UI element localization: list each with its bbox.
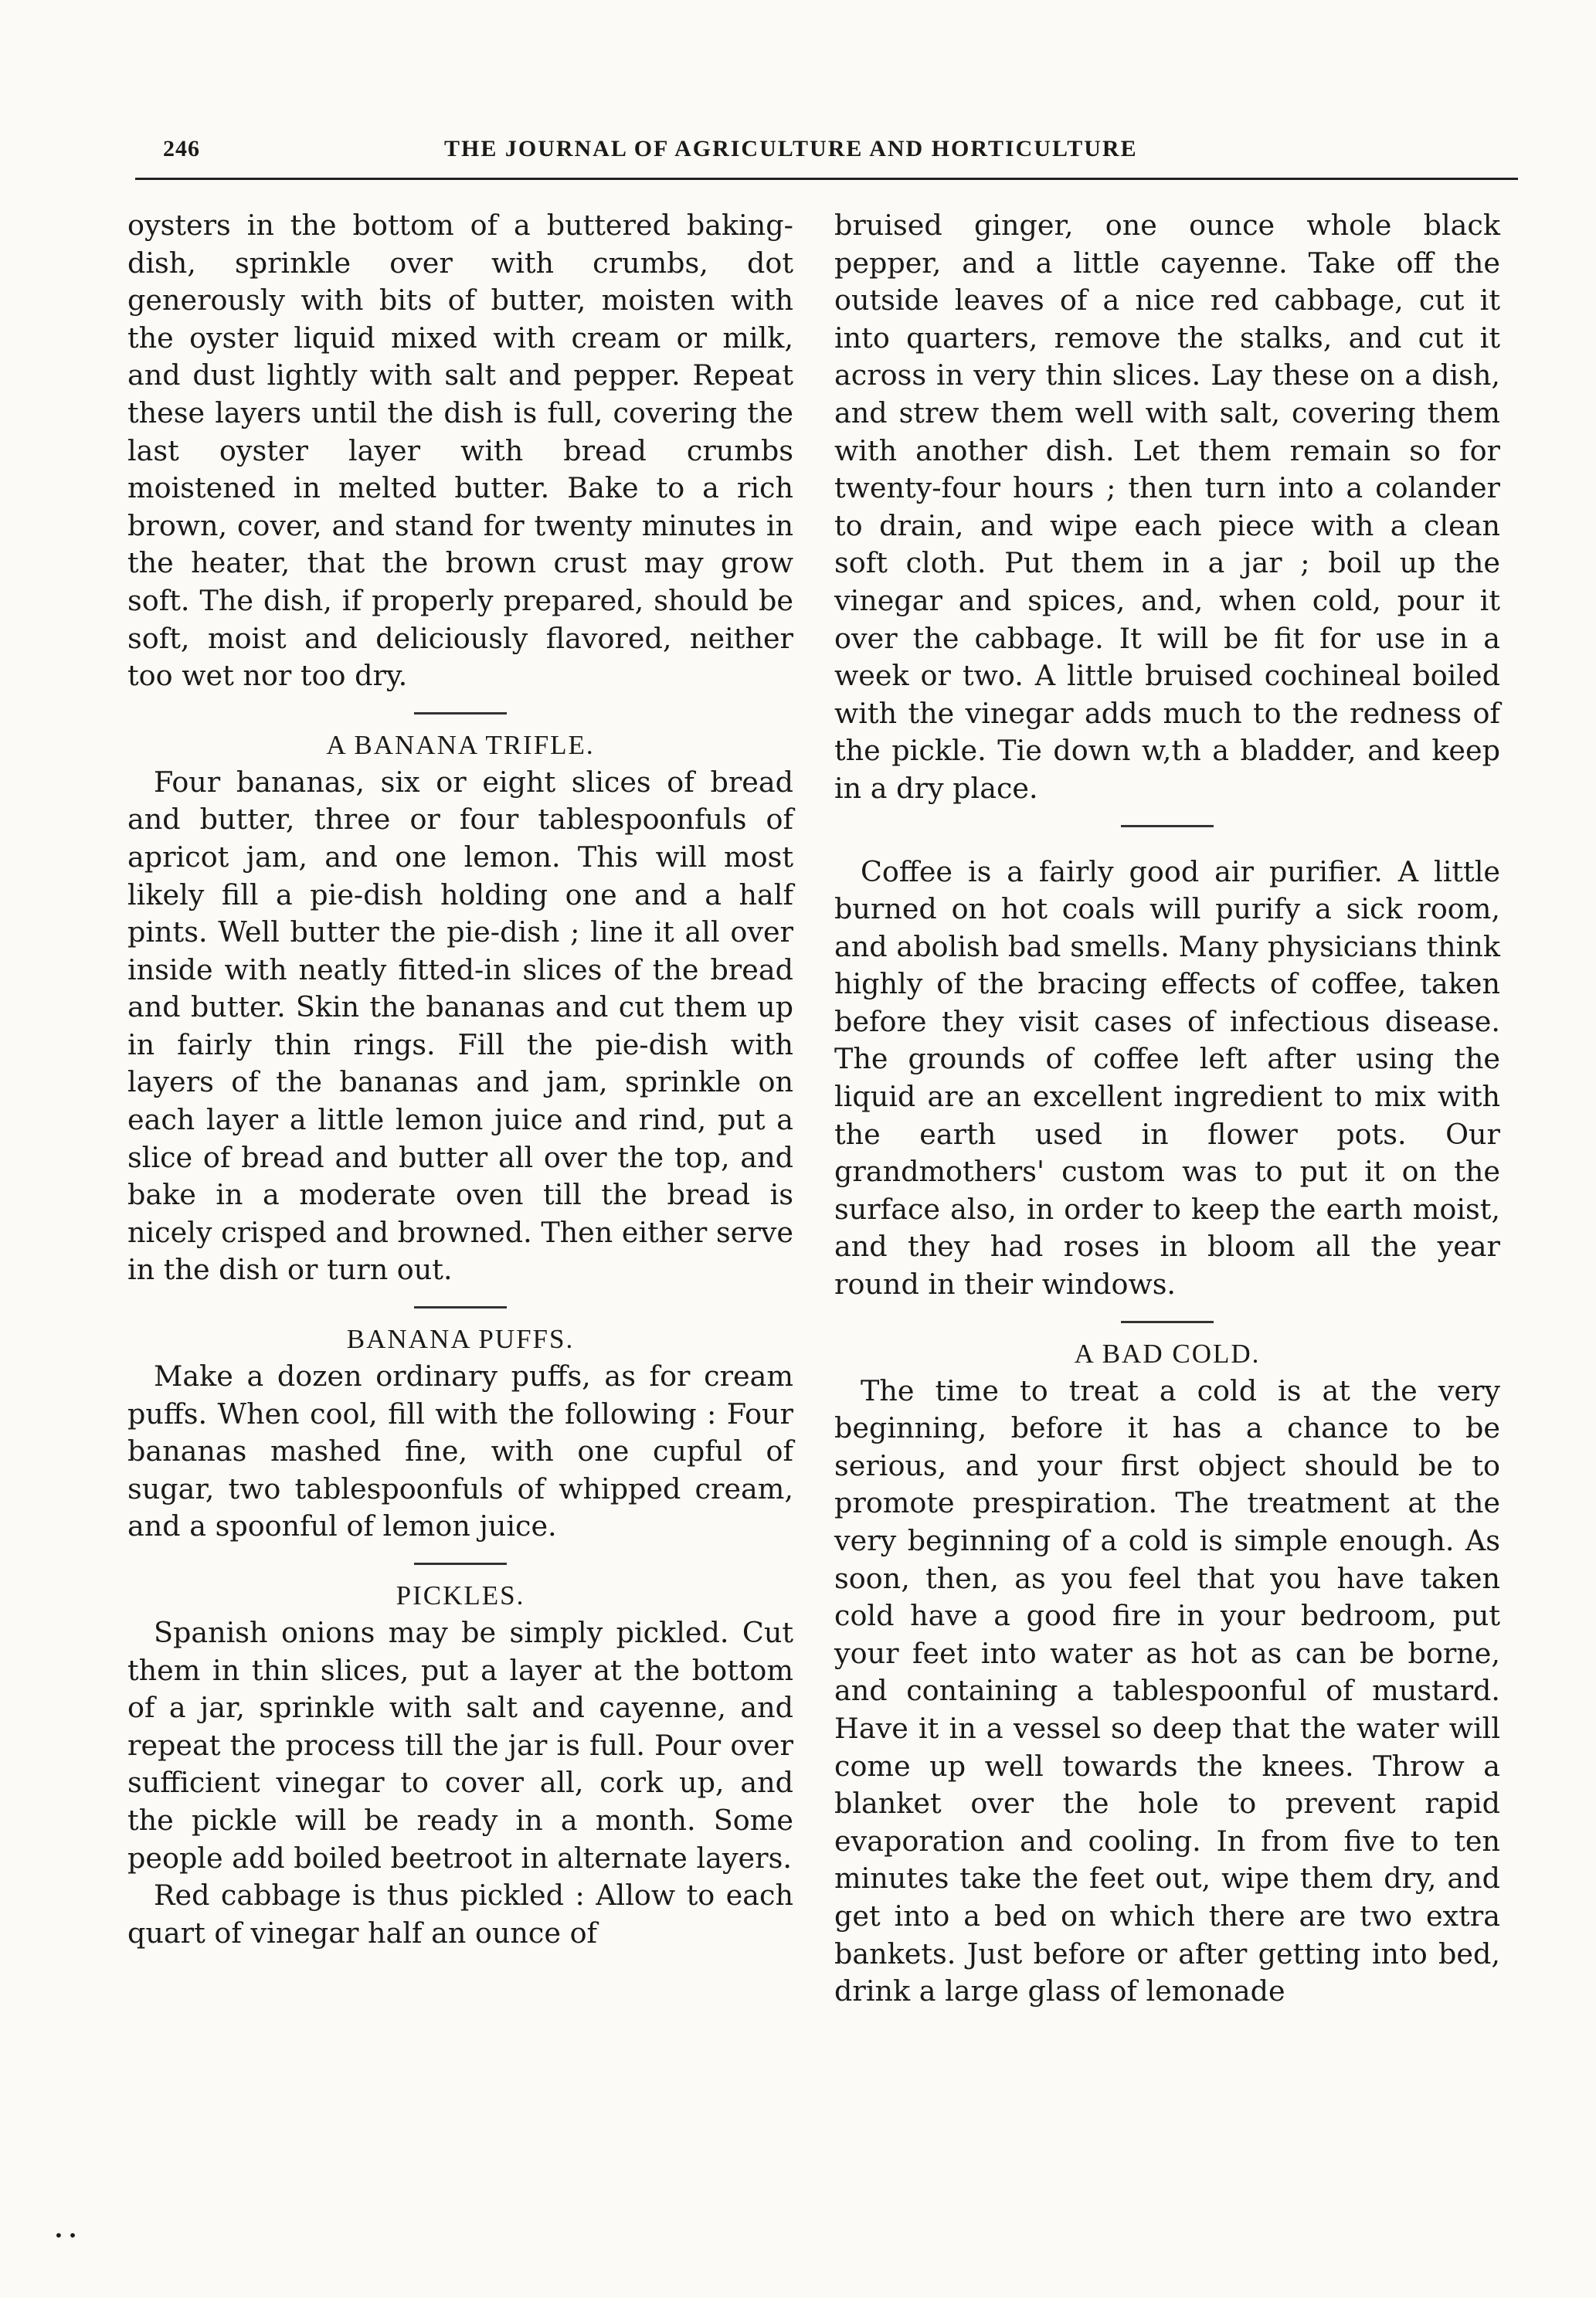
left-column xyxy=(127,207,793,1952)
print-mark: • • xyxy=(54,2226,77,2245)
right-column xyxy=(834,207,1500,2011)
red-cabbage-text: Red cabbage is thus pickled : Allow to each quart of vinegar half an ounce of xyxy=(127,1879,793,1950)
page-number: 246 xyxy=(163,136,200,161)
bad-cold-heading: A BAD COLD. xyxy=(1074,1338,1261,1369)
banana-puffs-text: Make a dozen ordinary puffs, as for cream puffs. When cool, fill with the following : Four bananas mashed fine, with one cupful of sugar, two tablespoonfuls of whipped cream, and a spoonful of lemon juice. xyxy=(127,1359,793,1543)
header-rule xyxy=(135,178,1518,180)
section-divider xyxy=(1121,825,1214,827)
section-divider xyxy=(414,1306,507,1309)
banana-puffs-heading: BANANA PUFFS. xyxy=(346,1324,575,1355)
pickles-heading: PICKLES. xyxy=(396,1580,525,1611)
page-header xyxy=(135,130,1518,173)
section-divider xyxy=(1121,1321,1214,1323)
red-cabbage-continued: bruised ginger, one ounce whole black pepper, and a little cayenne. Take off the outside leaves of a nice red cabbage, cut it into quarters, remove the stalks, and cut it across in very thin slices. Lay these on a dish, and strew them well with salt, covering them with another dish. Let them remain so for twenty-four hours ; then turn into a colander to drain, and wipe each piece with a clean soft cloth. Put them in a jar ; boil up the vinegar and spices, and, when cold, pour it over the cabbage. It will be fit for use in a week or two. A little bruised cochineal boiled with the vinegar adds much to the redness of the pickle. Tie down w,th a bladder, and keep in a dry place. xyxy=(834,209,1500,805)
oyster-recipe-continued: oysters in the bottom of a buttered baking-dish, sprinkle over with crumbs, dot generously with bits of butter, moisten with the oyster liquid mixed with cream or milk, and dust lightly with salt and pepper. Repeat these layers until the dish is full, covering the last oyster layer with bread crumbs moistened in melted butter. Bake to a rich brown, cover, and stand for twenty minutes in the heater, that the brown crust may grow soft. The dish, if properly prepared, should be soft, moist and deliciously flavored, neither too wet nor too dry. xyxy=(127,209,793,693)
coffee-text: Coffee is a fairly good air purifier. A little burned on hot coals will purify a sick room, and abolish bad smells. Many physicians think highly of the bracing effects of coffee, taken before they visit cases of infectious disease. The grounds of coffee left after using the liquid are an excellent ingredient to mix with the earth used in flower pots. Our grandmothers' custom was to put it on the surface also, in order to keep the earth moist, and they had roses in bloom all the year round in their windows. xyxy=(834,854,1500,1302)
pickles-text: Spanish onions may be simply pickled. Cut them in thin slices, put a layer at the bottom of a jar, sprinkle with salt and cayenne, and repeat the process till the jar is full. Pour over sufficient vinegar to cover all, cork up, and the pickle will be ready in a month. Some people add boiled beetroot in alternate layers. xyxy=(127,1616,793,1875)
banana-trifle-text: Four bananas, six or eight slices of bread and butter, three or four tablespoonfuls of apricot jam, and one lemon. This will most likely fill a pie-dish holding one and a half pints. Well butter the pie-dish ; line it all over inside with neatly fitted-in slices of the bread and butter. Skin the bananas and cut them up in fairly thin rings. Fill the pie-dish with layers of the bananas and jam, sprinkle on each layer a little lemon juice and rind, put a slice of bread and butter all over the top, and bake in a moderate oven till the bread is nicely crisped and browned. Then either serve in the dish or turn out. xyxy=(127,765,793,1287)
section-divider xyxy=(414,1563,507,1565)
banana-trifle-heading: A BANANA TRIFLE. xyxy=(326,729,595,760)
section-divider xyxy=(414,712,507,715)
running-title: THE JOURNAL OF AGRICULTURE AND HORTICULTURE xyxy=(444,136,1138,161)
bad-cold-text: The time to treat a cold is at the very beginning, before it has a chance to be serious, and your first object should be to promote prespiration. The treatment at the very beginning of a cold is simple enough. As soon, then, as you feel that you have taken cold have a good fire in your bedroom, put your feet into water as hot as can be borne, and containing a tablespoonful of mustard. Have it in a vessel so deep that the water will come up well towards the knees. Throw a blanket over the hole to prevent rapid evaporation and cooling. In from five to ten minutes take the feet out, wipe them dry, and get into a bed on which there are two extra bankets. Just before or after getting into bed, drink a large glass of lemonade xyxy=(834,1373,1500,2008)
